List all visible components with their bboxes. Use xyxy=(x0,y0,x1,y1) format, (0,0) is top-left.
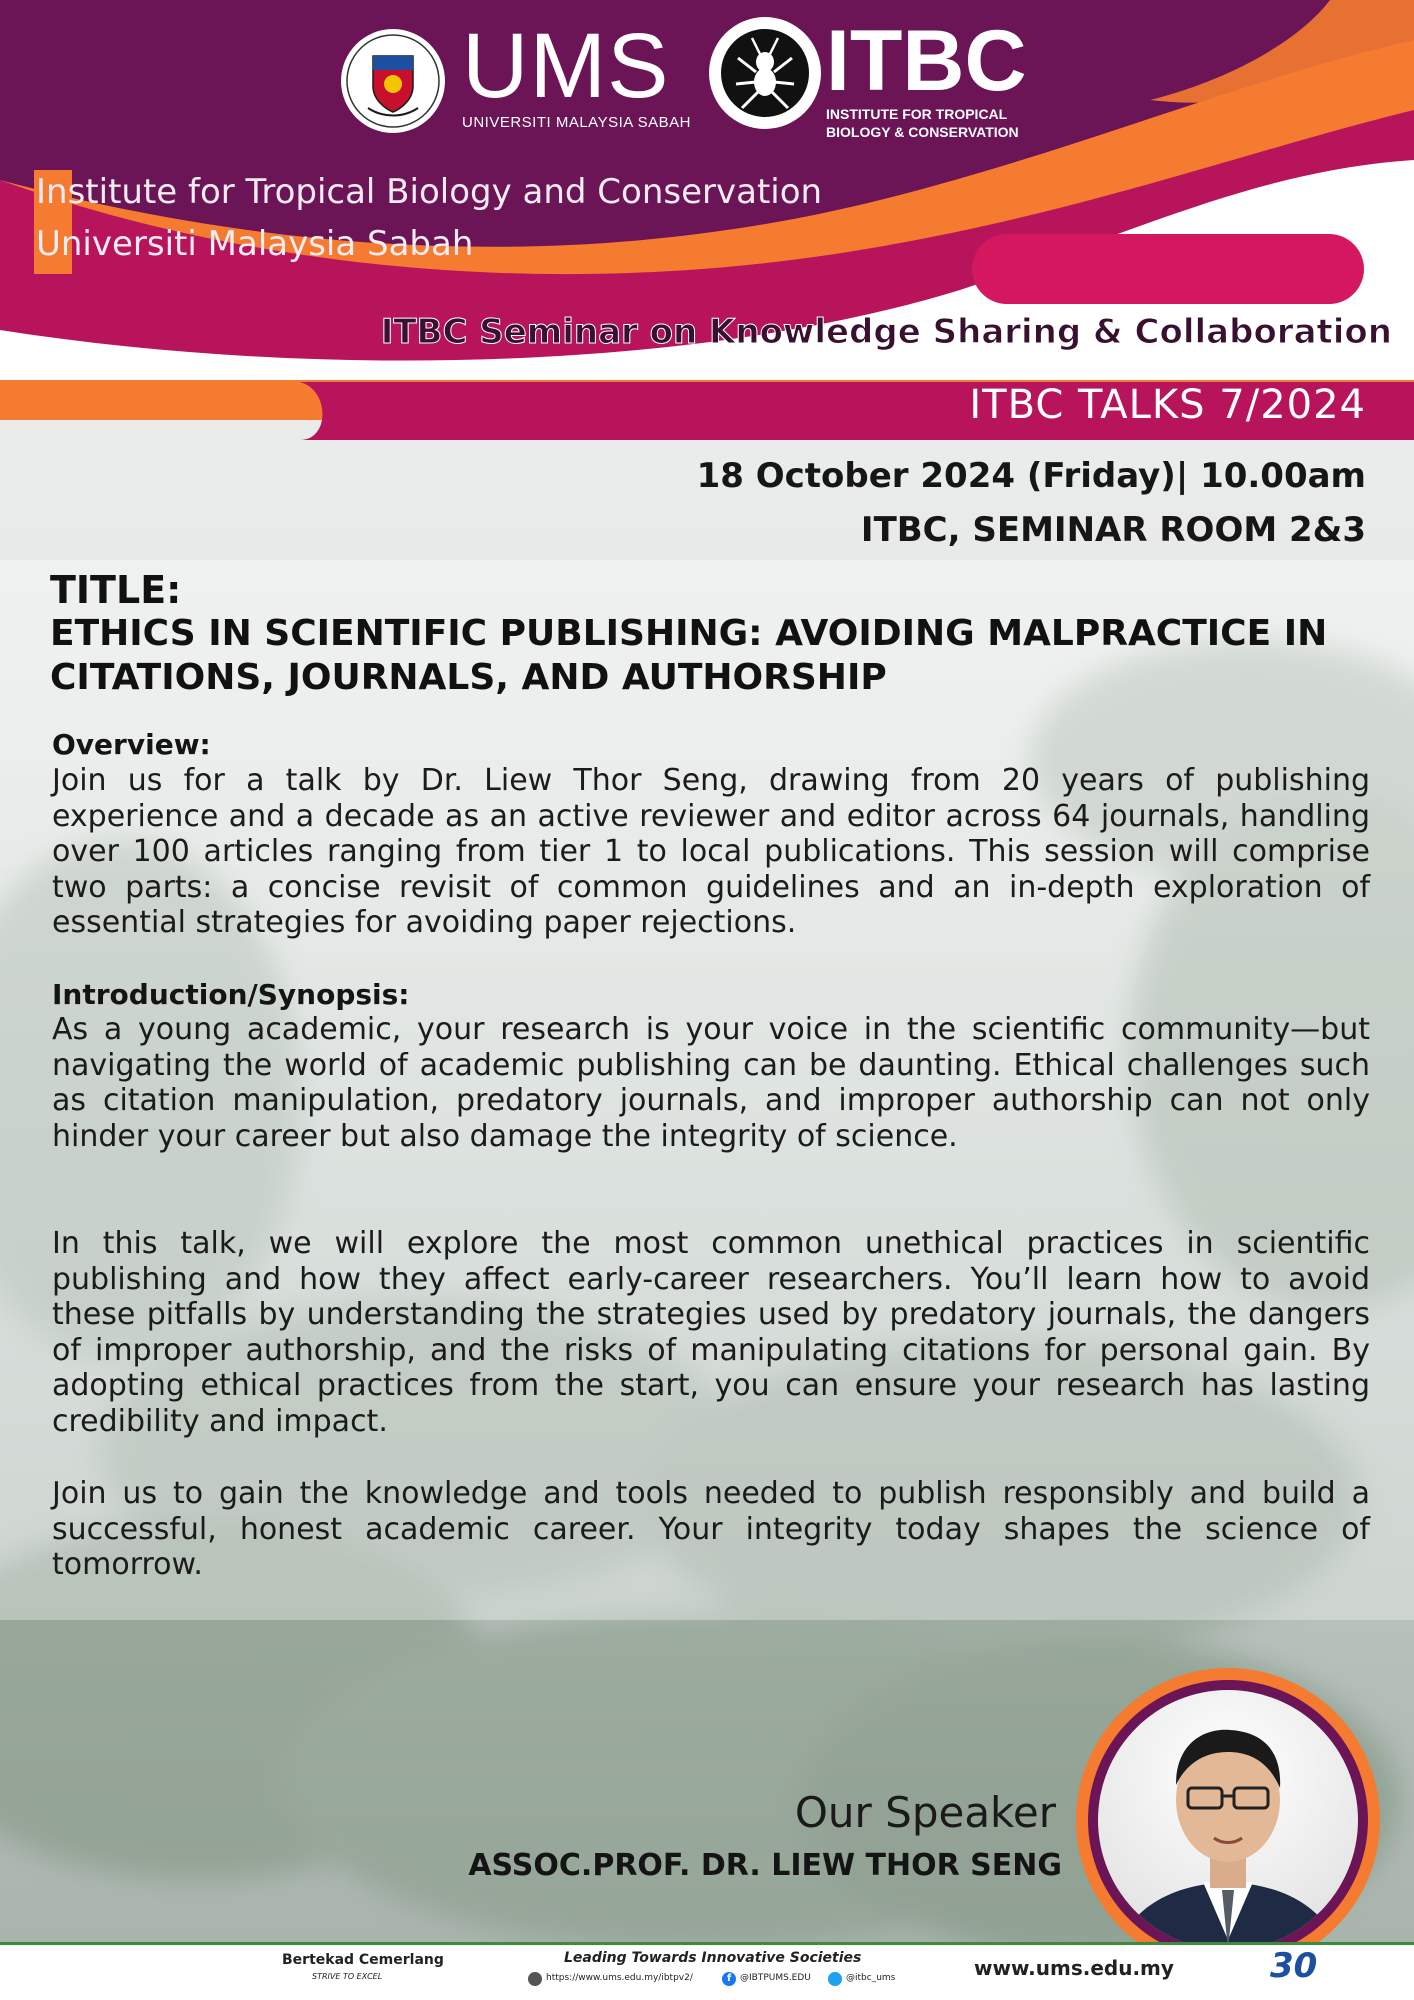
twitter-icon xyxy=(828,1972,842,1986)
itbc-subtitle-line2: BIOLOGY & CONSERVATION xyxy=(826,124,1019,140)
itbc-logo xyxy=(826,13,1027,140)
talk-title-block xyxy=(50,568,1370,700)
ums-logo-text: UMS xyxy=(462,15,670,117)
itbc-subtitle-line1: INSTITUTE FOR TROPICAL xyxy=(826,106,1008,122)
talk-title-line2: CITATIONS, JOURNALS, AND AUTHORSHIP xyxy=(50,657,887,698)
footer-main-website[interactable]: www.ums.edu.my xyxy=(974,1956,1174,1980)
synopsis-paragraph-2: In this talk, we will explore the most common unethical practices in scientific publishing and how they affect early-career researchers. You’ll learn how to avoid these pitfalls by understanding the strategies used by predatory journals, the dangers of improper authorship, and the risks of manipulating citations for personal gain. By adopting ethical practices from the start, you can ensure your research has lasting credibility and impact. xyxy=(52,1226,1370,1439)
speaker-name: ASSOC.PROF. DR. LIEW THOR SENG xyxy=(468,1848,1062,1883)
ums-crest-logo xyxy=(338,26,448,136)
footer-divider xyxy=(0,1942,1414,1945)
footer-facebook[interactable]: @IBTPUMS.EDU xyxy=(740,1973,811,1983)
footer-motto-malay: Bertekad Cemerlang xyxy=(282,1952,444,1968)
overview-text: Join us for a talk by Dr. Liew Thor Seng, drawing from 20 years of publishing experience and a decade as an active reviewer and editor across 64 journals, handling over 100 articles ranging from tier 1 to local publications. This session will comprise two parts: a concise revisit of common guidelines and an in-depth exploration of essential strategies for avoiding paper rejections. xyxy=(52,763,1370,940)
overview-heading: Overview: xyxy=(52,728,211,761)
itbc-logo-text: ITBC xyxy=(826,13,1027,109)
footer xyxy=(0,1942,1414,2000)
ibtp-ant-emblem xyxy=(706,14,824,132)
speaker-heading: Our Speaker xyxy=(794,1788,1056,1837)
talk-title-line1: ETHICS IN SCIENTIFIC PUBLISHING: AVOIDING MALPRACTICE IN xyxy=(50,613,1328,654)
synopsis-paragraph-3: Join us to gain the knowledge and tools needed to publish responsibly and build a successful, honest academic career. Your integrity today shapes the science of tomorrow. xyxy=(52,1476,1370,1582)
title-label: TITLE: xyxy=(50,568,182,612)
seminar-series-title: ITBC Seminar on Knowledge Sharing & Collaboration xyxy=(380,312,1392,352)
synopsis-heading: Introduction/Synopsis: xyxy=(52,978,410,1011)
event-venue: ITBC, SEMINAR ROOM 2&3 xyxy=(860,510,1366,550)
institute-name: Institute for Tropical Biology and Conservation xyxy=(36,172,823,212)
facebook-icon: f xyxy=(722,1972,736,1986)
globe-icon xyxy=(528,1972,542,1986)
event-date-time: 18 October 2024 (Friday)| 10.00am xyxy=(696,456,1366,496)
university-name: Universiti Malaysia Sabah xyxy=(36,224,474,264)
synopsis-paragraph-1: As a young academic, your research is your voice in the scientific community—but navigating the world of academic publishing can be daunting. Ethical challenges such as citation manipulation, predatory journals, and improper authorship can not only hinder your career but also damage the integrity of science. xyxy=(52,1012,1370,1154)
footer-twitter[interactable]: @itbc_ums xyxy=(846,1973,896,1983)
anniversary-logo: 30 xyxy=(1270,1946,1318,1986)
footer-motto-english: STRIVE TO EXCEL xyxy=(312,1972,383,1981)
ums-logo-subtitle: UNIVERSITI MALAYSIA SABAH xyxy=(462,114,691,131)
speaker-photo xyxy=(1068,1660,1388,1980)
ums-logo xyxy=(462,15,691,131)
footer-website-link[interactable]: https://www.ums.edu.my/ibtpv2/ xyxy=(546,1973,693,1983)
footer-tagline: Leading Towards Innovative Societies xyxy=(564,1950,862,1966)
talk-number-label: ITBC TALKS 7/2024 xyxy=(969,382,1366,428)
